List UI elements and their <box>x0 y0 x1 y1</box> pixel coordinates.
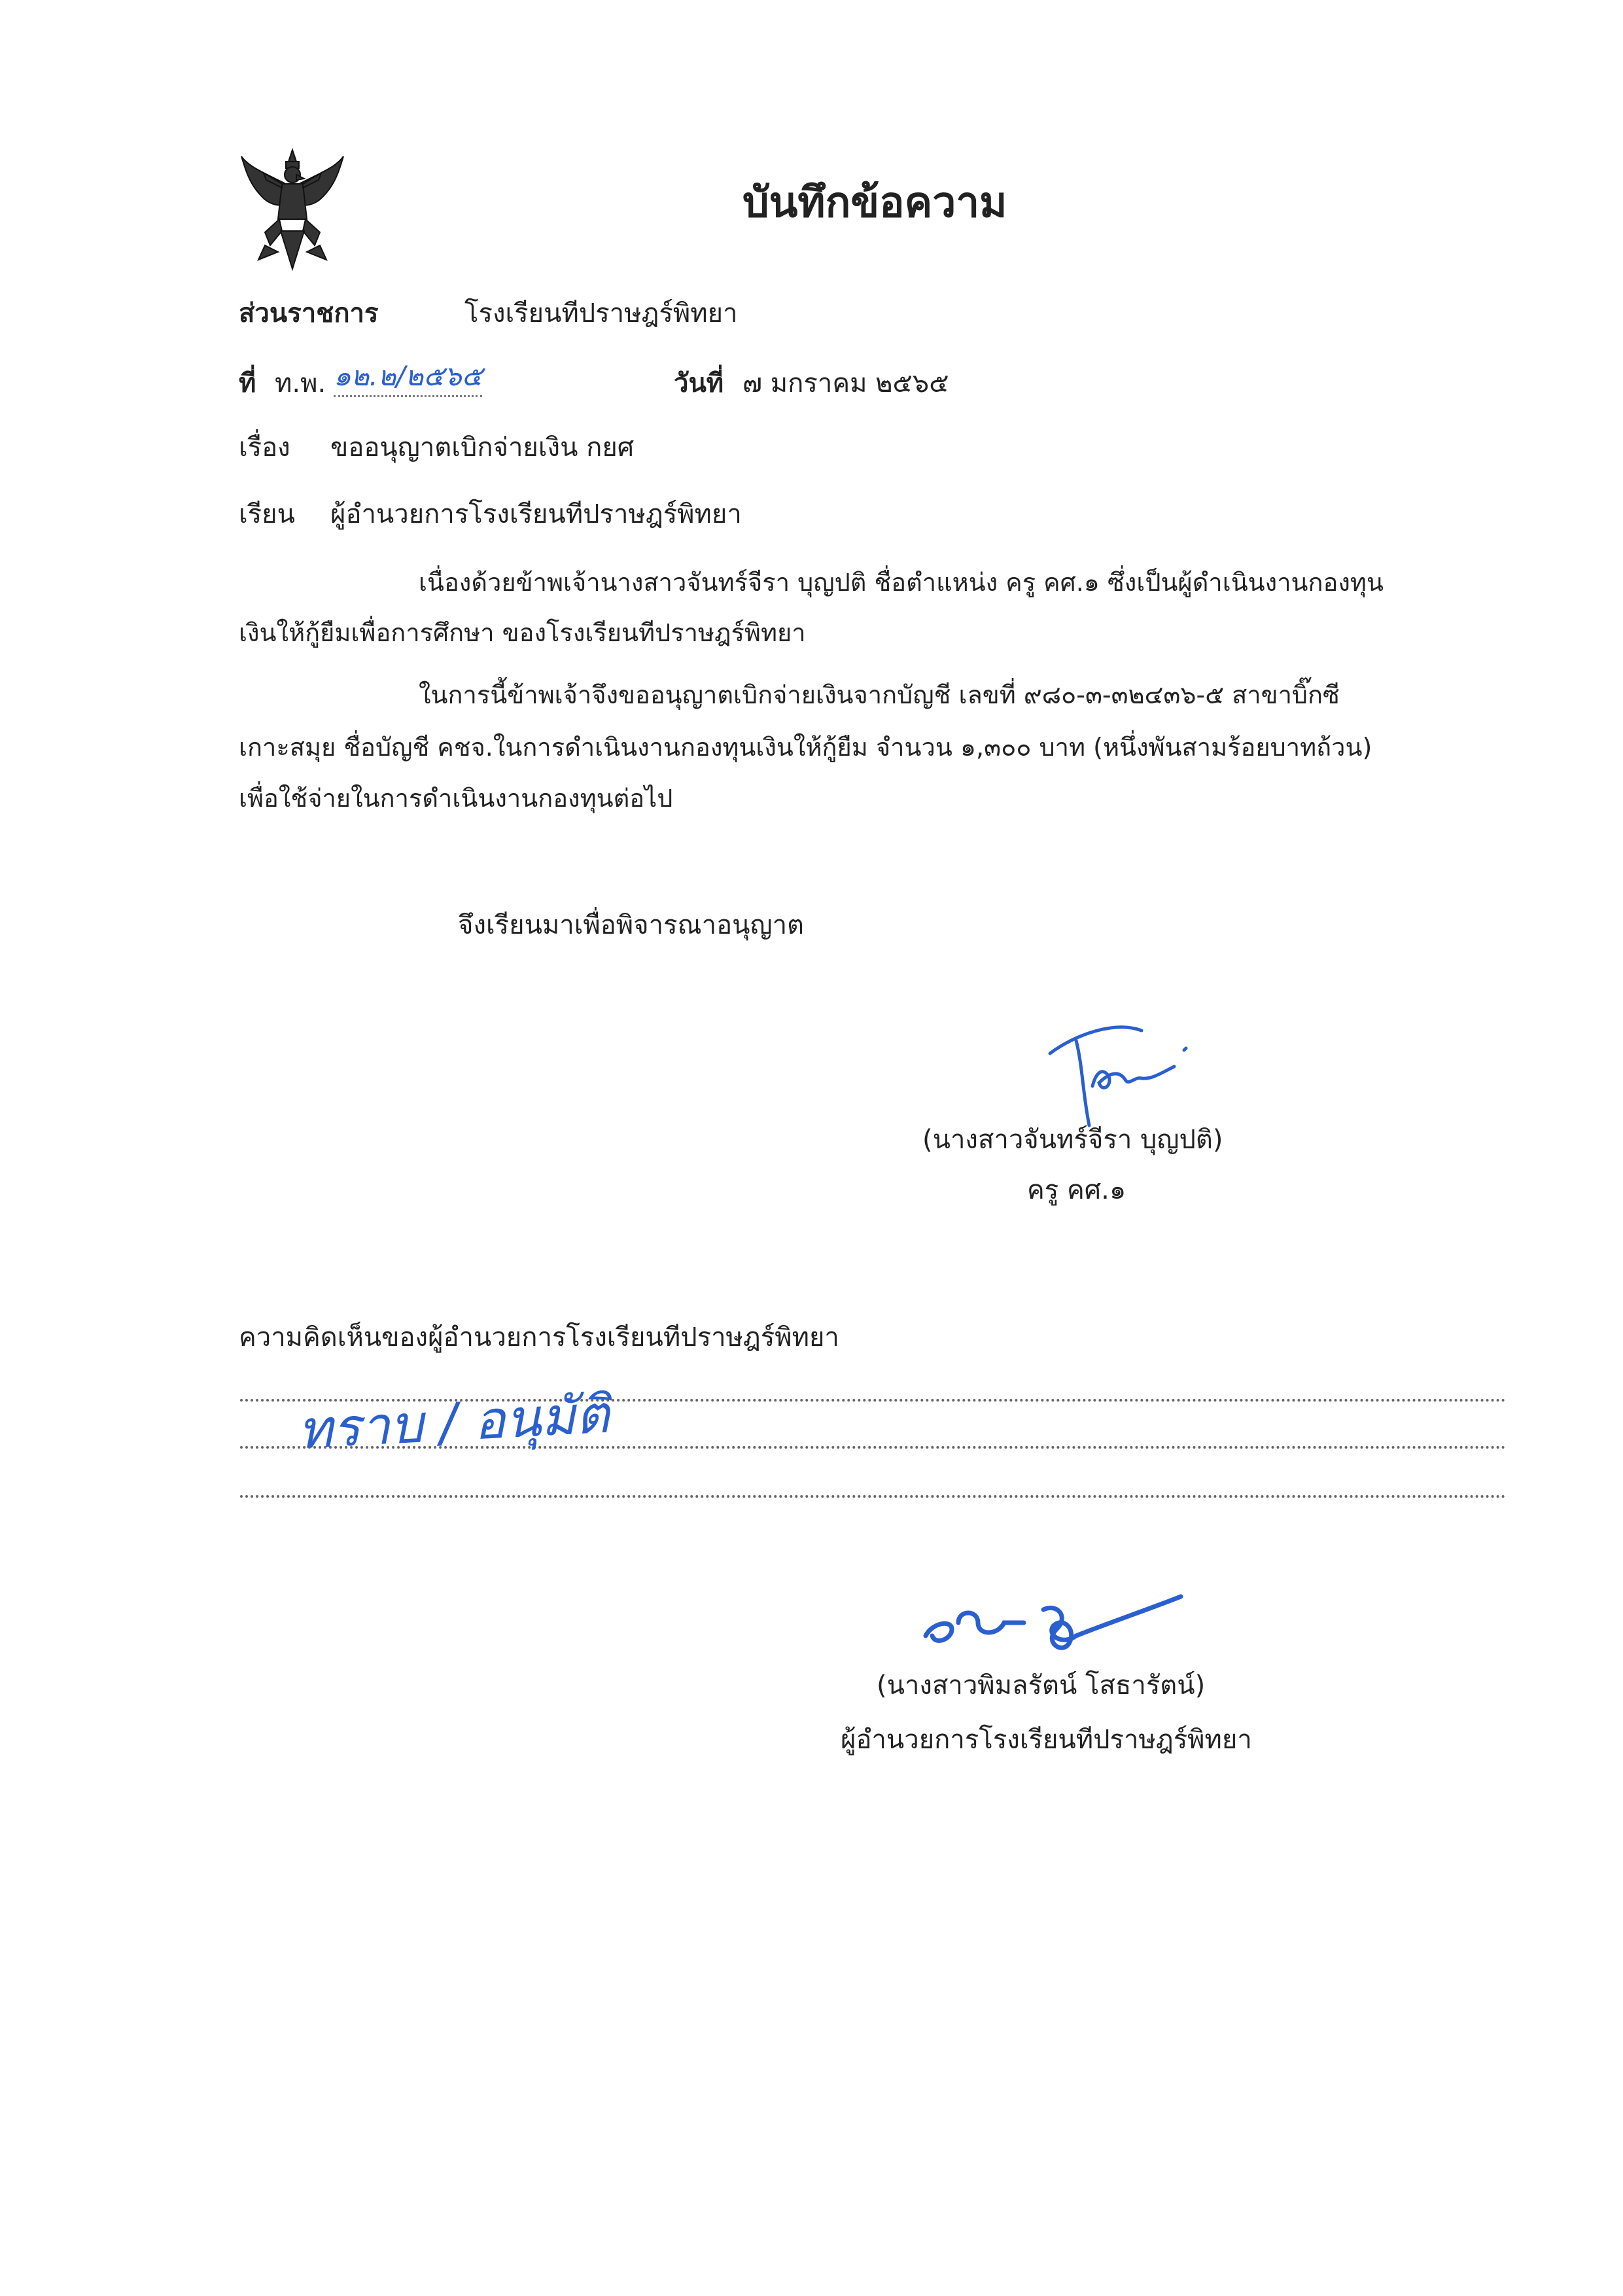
agency-value: โรงเรียนทีปราษฎร์พิทยา <box>464 298 738 328</box>
paragraph-2-line-2: เกาะสมุย ชื่อบัญชี คชจ.ในการดำเนินงานกองทุนเงินให้กู้ยืม จำนวน ๑,๓๐๐ บาท (หนึ่งพันสามร้อยบาทถ้วน) <box>239 733 1372 762</box>
recipient-label: เรียน <box>239 499 295 529</box>
memo-title: บันทึกข้อความ <box>742 179 1007 227</box>
signature-1-image <box>1037 1014 1207 1132</box>
paragraph-2-line-3: เพื่อใช้จ่ายในการดำเนินงานกองทุนต่อไป <box>239 784 673 813</box>
date-label: วันที่ <box>674 368 724 398</box>
signer-1-name: (นางสาวจันทร์จีรา บุญปติ) <box>922 1125 1223 1155</box>
recipient-value: ผู้อำนวยการโรงเรียนทีปราษฎร์พิทยา <box>330 499 742 529</box>
paragraph-2-line-1: ในการนี้ข้าพเจ้าจึงขออนุญาตเบิกจ่ายเงินจากบัญชี เลขที่ ๙๘๐-๓-๓๒๔๓๖-๕ สาขาบิ๊กซี <box>419 680 1340 709</box>
subject-value: ขออนุญาตเบิกจ่ายเงิน กยศ <box>330 433 635 463</box>
closing-text: จึงเรียนมาเพื่อพิจารณาอนุญาต <box>458 910 805 940</box>
signer-2-name: (นางสาวพิมลรัตน์ โสธารัตน์) <box>877 1670 1206 1701</box>
paragraph-1-line-2: เงินให้กู้ยืมเพื่อการศึกษา ของโรงเรียนทีปราษฎร์พิทยา <box>239 618 806 647</box>
signature-2-image <box>913 1583 1200 1675</box>
subject-label: เรื่อง <box>239 433 290 463</box>
comment-handwritten: ทราบ / อนุมัติ <box>296 1383 611 1461</box>
paragraph-1-line-1: เนื่องด้วยข้าพเจ้านางสาวจันทร์จีรา บุญปติ ชื่อตำแหน่ง ครู คศ.๑ ซึ่งเป็นผู้ดำเนินงานกองทุน <box>419 568 1384 597</box>
date-value: ๗ มกราคม ๒๕๖๕ <box>742 368 949 398</box>
doc-number-label: ที่ <box>239 368 256 398</box>
signer-1-position: ครู คศ.๑ <box>1027 1175 1126 1205</box>
signer-2-position: ผู้อำนวยการโรงเรียนทีปราษฎร์พิทยา <box>841 1725 1252 1755</box>
doc-number-handwritten: ๑๒.๒/๒๕๖๕ <box>334 360 482 397</box>
comment-line-3 <box>240 1495 1506 1498</box>
doc-number-prefix: ท.พ. <box>275 368 326 398</box>
garuda-emblem-icon <box>239 147 347 272</box>
agency-label: ส่วนราชการ <box>239 298 379 328</box>
comment-label: ความคิดเห็นของผู้อำนวยการโรงเรียนทีปราษฎร์พิทยา <box>239 1322 839 1352</box>
